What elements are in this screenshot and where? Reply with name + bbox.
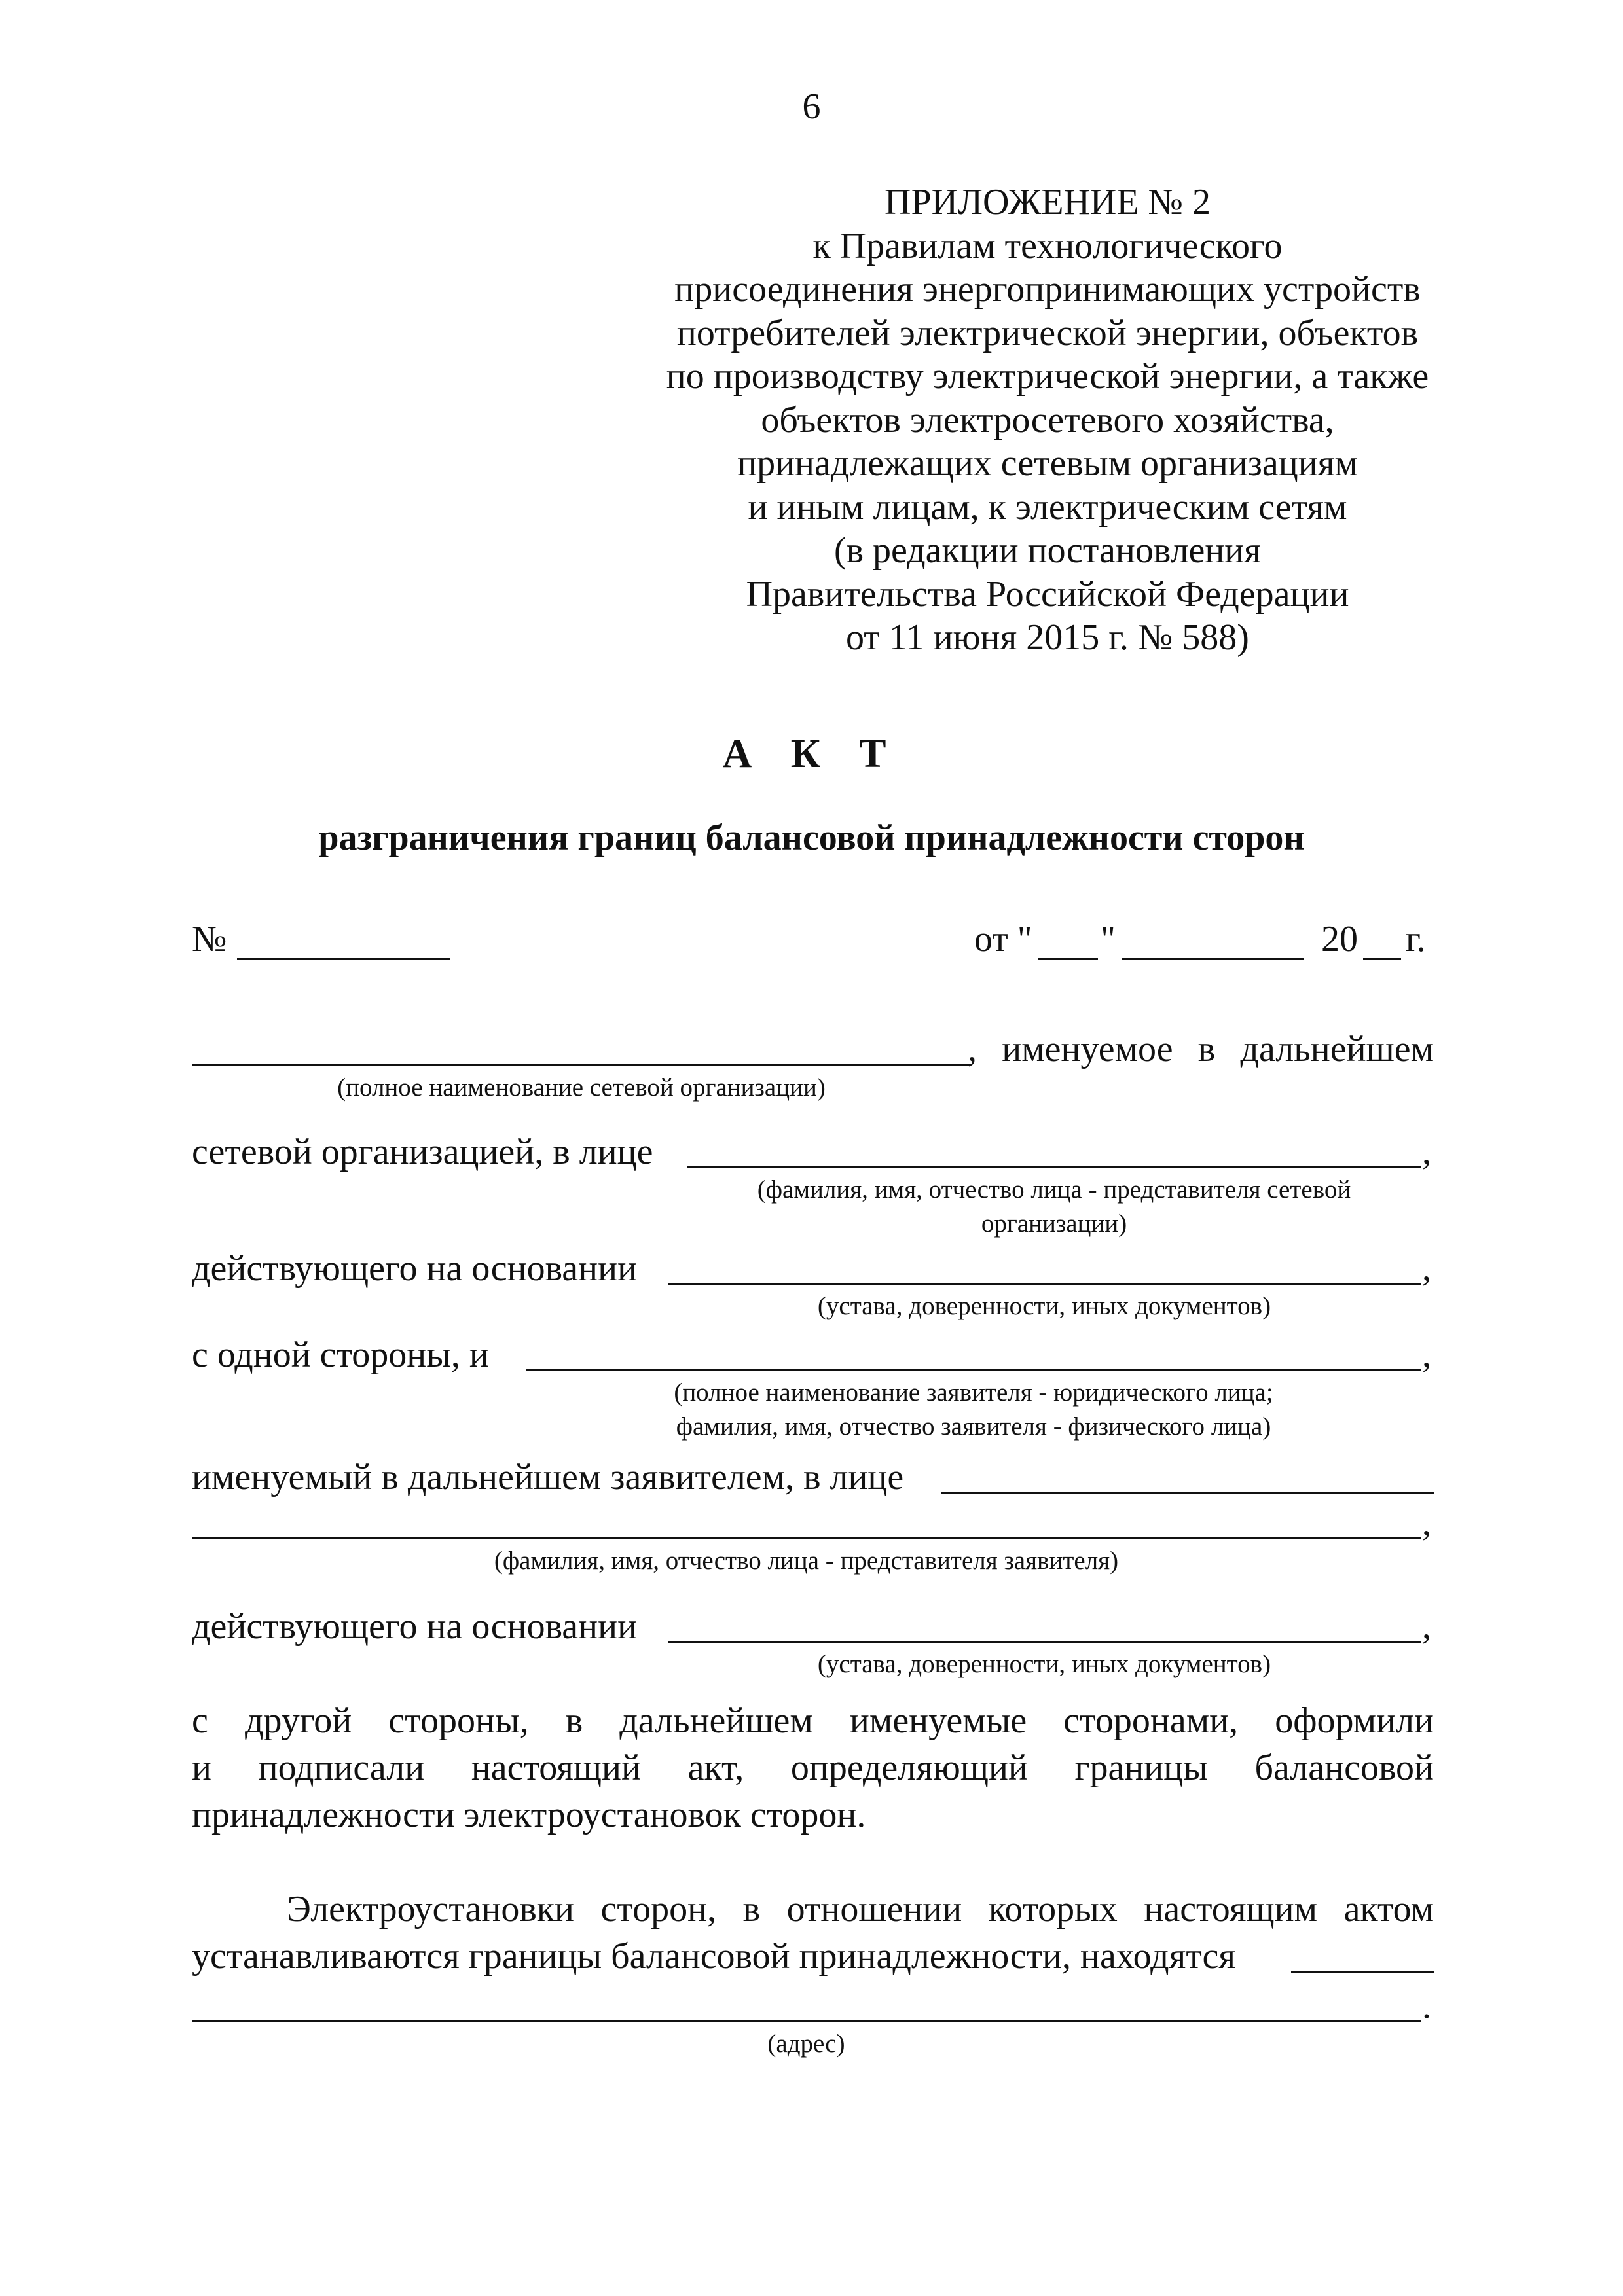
caption-basis: (устава, доверенности, иных документов) xyxy=(817,1292,1271,1320)
applicant-basis-field[interactable] xyxy=(668,1641,1421,1643)
address-field-continued[interactable] xyxy=(192,2020,1421,2022)
year-suffix: г. xyxy=(1406,919,1426,960)
annex-line: Правительства Российской Федерации xyxy=(746,573,1349,615)
period: . xyxy=(1422,1986,1431,2026)
annex-line: присоединения энергопринимающих устройств xyxy=(674,269,1421,310)
caption-applicant: (полное наименование заявителя - юридического лица; xyxy=(674,1378,1273,1407)
annex-line: к Правилам технологического xyxy=(812,225,1283,266)
comma: , xyxy=(1422,1606,1431,1647)
named-after-text: , именуемое в дальнейшем xyxy=(968,1029,1434,1069)
annex-header xyxy=(589,181,1506,660)
one-side-label: с одной стороны, и xyxy=(192,1335,489,1375)
comma: , xyxy=(1422,1335,1431,1375)
caption-basis: (устава, доверенности, иных документов) xyxy=(817,1650,1271,1678)
date-prefix: от " xyxy=(974,919,1032,960)
paragraph-line: устанавливаются границы балансовой принадлежности, находятся xyxy=(192,1936,1236,1977)
caption-applicant-rep: (фамилия, имя, отчество лица - представителя заявителя) xyxy=(494,1547,1119,1575)
applicant-name-field[interactable] xyxy=(526,1369,1421,1371)
network-rep-name-field[interactable] xyxy=(687,1166,1421,1168)
caption-applicant: фамилия, имя, отчество заявителя - физического лица) xyxy=(676,1412,1271,1441)
network-org-person-label: сетевой организацией, в лице xyxy=(192,1132,653,1172)
caption-network-rep: организации) xyxy=(981,1210,1127,1238)
comma: , xyxy=(1422,1132,1431,1172)
paragraph-line: Электроустановки сторон, в отношении которых настоящим актом xyxy=(287,1889,1434,1929)
annex-line: по производству электрической энергии, а также xyxy=(666,356,1429,397)
paragraph-line: и подписали настоящий акт, определяющий границы балансовой xyxy=(192,1748,1434,1788)
paragraph-line: с другой стороны, в дальнейшем именуемые сторонами, оформили xyxy=(192,1700,1434,1741)
network-org-name-field[interactable] xyxy=(192,1064,971,1066)
caption-address: (адрес) xyxy=(767,2030,845,2058)
comma: , xyxy=(1422,1248,1431,1289)
page-number: 6 xyxy=(802,86,821,127)
act-number-field[interactable] xyxy=(237,958,450,960)
year-prefix: 20 xyxy=(1321,919,1358,960)
address-field[interactable] xyxy=(1291,1971,1434,1973)
annex-line: (в редакции постановления xyxy=(833,530,1262,571)
annex-line: и иным лицам, к электрическим сетям xyxy=(748,486,1347,528)
applicant-rep-name-field-continued[interactable] xyxy=(192,1537,1421,1539)
date-year-field[interactable] xyxy=(1363,958,1401,960)
network-basis-field[interactable] xyxy=(668,1283,1421,1285)
applicant-person-label: именуемый в дальнейшем заявителем, в лице xyxy=(192,1457,904,1498)
caption-network-org: (полное наименование сетевой организации) xyxy=(337,1073,826,1102)
date-month-field[interactable] xyxy=(1122,958,1304,960)
annex-line: объектов электросетевого хозяйства, xyxy=(761,399,1334,440)
document-title: А К Т xyxy=(722,732,901,776)
caption-network-rep: (фамилия, имя, отчество лица - представителя сетевой xyxy=(757,1175,1351,1204)
annex-line: от 11 июня 2015 г. № 588) xyxy=(846,617,1249,658)
acting-basis-label: действующего на основании xyxy=(192,1248,638,1289)
date-quote: " xyxy=(1101,919,1116,960)
annex-line: потребителей электрической энергии, объектов xyxy=(676,312,1419,353)
number-label: № xyxy=(192,919,227,960)
acting-basis-label: действующего на основании xyxy=(192,1606,638,1647)
document-subtitle: разграничения границ балансовой принадлежности сторон xyxy=(318,817,1305,858)
date-day-field[interactable] xyxy=(1038,958,1098,960)
paragraph-line: принадлежности электроустановок сторон. xyxy=(192,1795,866,1835)
comma: , xyxy=(1422,1503,1431,1543)
applicant-rep-name-field[interactable] xyxy=(941,1492,1434,1494)
annex-line: ПРИЛОЖЕНИЕ № 2 xyxy=(884,182,1211,223)
annex-line: принадлежащих сетевым организациям xyxy=(737,443,1358,484)
